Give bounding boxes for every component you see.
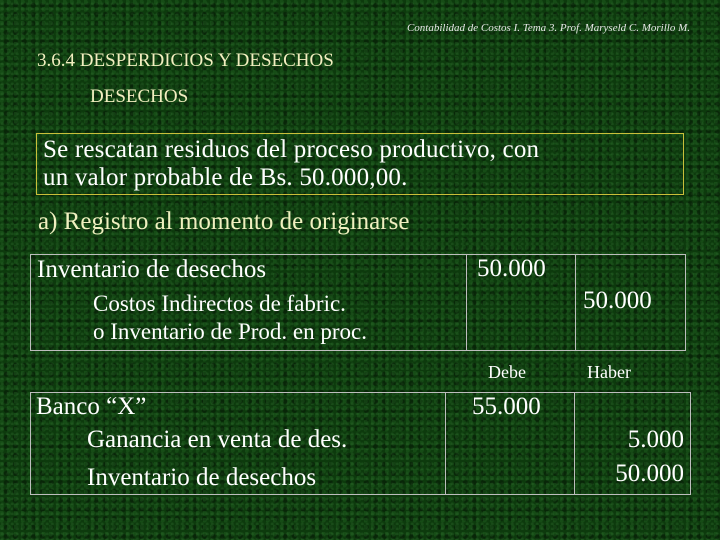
- section-subtitle: DESECHOS: [90, 86, 189, 107]
- entry2-debit-cell: [445, 392, 575, 495]
- entry1-credit-account-line2: o Inventario de Prod. en proc.: [93, 319, 368, 344]
- entry1-credit-amount: 50.000: [583, 287, 652, 314]
- registro-title: a) Registro al momento de originarse: [38, 208, 410, 235]
- entry2-credit-account-2: Inventario de desechos: [87, 464, 317, 491]
- entry1-credit-account-line1: Costos Indirectos de fabric.: [93, 291, 346, 316]
- description-box: [36, 133, 684, 195]
- entry1-credit-cell: [575, 254, 686, 351]
- entry2-debit-account: Banco “X”: [36, 393, 147, 420]
- entry1-debit-account: Inventario de desechos: [37, 256, 267, 283]
- entry2-credit-amount-2: 50.000: [615, 460, 684, 487]
- description-line-2: un valor probable de Bs. 50.000,00.: [43, 164, 408, 191]
- entry2-credit-amount-1: 5.000: [627, 426, 684, 453]
- description-line-1: Se rescatan residuos del proceso productivo, con: [43, 136, 540, 163]
- entry2-account-cell: [30, 392, 446, 495]
- section-title: 3.6.4 DESPERDICIOS Y DESECHOS: [37, 50, 334, 71]
- entry1-debit-amount: 50.000: [477, 255, 546, 282]
- slide-header: Contabilidad de Costos I. Tema 3. Prof. Maryseld C. Morillo M.: [406, 22, 690, 34]
- entry1-debit-cell: [466, 254, 576, 351]
- entry2-credit-cell: [574, 392, 691, 495]
- entry2-credit-account-1: Ganancia en venta de des.: [87, 426, 348, 453]
- column-debe: Debe: [488, 362, 526, 382]
- entry1-account-cell: [30, 254, 467, 351]
- column-haber: Haber: [587, 362, 631, 382]
- entry2-debit-amount: 55.000: [472, 393, 541, 420]
